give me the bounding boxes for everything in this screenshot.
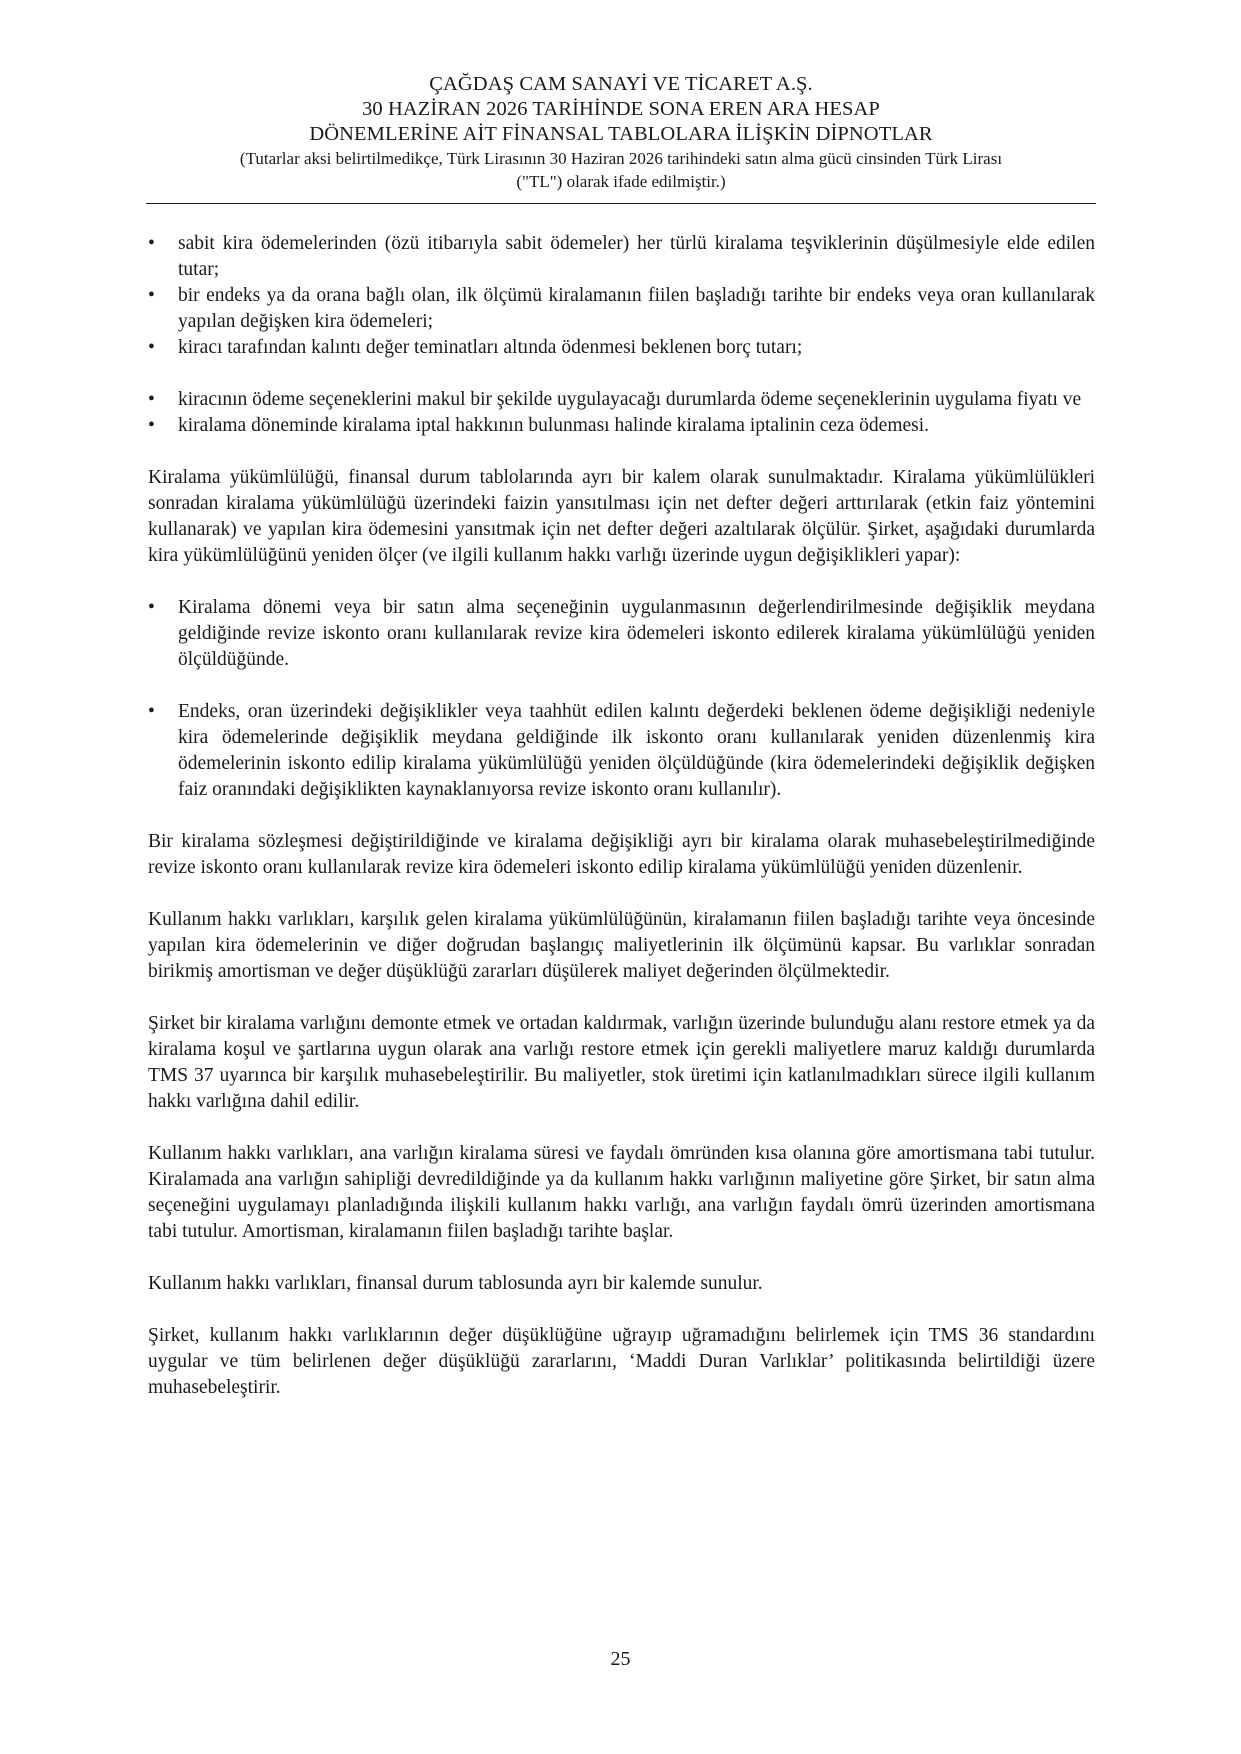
company-name: ÇAĞDAŞ CAM SANAYİ VE TİCARET A.Ş. — [429, 73, 813, 95]
bullet-icon: • — [148, 415, 155, 436]
bullet-icon: • — [148, 285, 155, 306]
paragraph-depreciation: Kullanım hakkı varlıkları, ana varlığın kiralama süresi ve faydalı ömründen kısa olanına göre amortismana tabi tutulur. Kiralamada ana varlığın sahipliği devredildiğinde ya da kullanım hakkı varlığının maliyetine göre Şirket, bir satın alma seçeneğini uygulamayı planladığında ilişkili kullanım hakkı varlığı, ana varlığın faydalı ömrü üzerinden amortismana tabi tutulur. Amortisman, kiralamanın fiilen başladığı tarihte başlar. — [148, 1143, 1095, 1242]
paragraph-restoration-costs: Şirket bir kiralama varlığını demonte etmek ve ortadan kaldırmak, varlığın üzerinde bulunduğu alanı restore etmek ya da kiralama koşul ve şartlarına uygun olarak ana varlığı restore etmek için gerekli maliyetlere maruz kaldığı durumlarda TMS 37 uyarınca bir karşılık muhasebeleştirilir. Bu maliyetler, stok üretimi için katlanılmadıkları sürece ilgili kullanım hakkı varlığına dahil edilir. — [148, 1013, 1095, 1112]
paragraph-lease-liability: Kiralama yükümlülüğü, finansal durum tablolarında ayrı bir kalem olarak sunulmaktadır. Kiralama yükümlülükleri sonradan kiralama yükümlülüğü üzerindeki faizin yansıtılması için net defter değeri arttırılarak (etkin faiz yöntemini kullanarak) ve yapılan kira ödemesini yansıtmak için net defter değeri azaltılarak ölçülür. Şirket, aşağıdaki durumlarda kira yükümlülüğünü yeniden ölçer (ve ilgili kullanım hakkı varlığı üzerinde uygun değişiklikleri yapar): — [148, 467, 1095, 566]
bullet-icon: • — [148, 389, 155, 410]
list-item: • bir endeks ya da orana bağlı olan, ilk ölçümü kiralamanın fiilen başladığı tarihte bir endeks veya oran kullanılarak yapılan değişken kira ödemeleri; — [148, 285, 1095, 332]
lease-payment-list-1 — [148, 231, 1095, 361]
remeasurement-list-b — [148, 699, 1095, 803]
header-divider — [146, 203, 1096, 204]
document-body — [148, 231, 1095, 1401]
lease-payment-list-2 — [148, 387, 1095, 439]
paragraph-presentation: Kullanım hakkı varlıkları, finansal durum tablosunda ayrı bir kalemde sunulur. — [148, 1273, 763, 1294]
paragraph-lease-modification: Bir kiralama sözleşmesi değiştirildiğinde ve kiralama değişikliği ayrı bir kiralama olarak muhasebeleştirilmediğinde revize iskonto oranı kullanılarak revize kira ödemeleri iskonto edilip kiralama yükümlülüğü yeniden düzenlenir. — [148, 831, 1095, 878]
list-item: • kiralama döneminde kiralama iptal hakkının bulunması halinde kiralama iptalinin ceza ödemesi. — [148, 413, 1095, 439]
list-item: • kiracı tarafından kalıntı değer teminatları altında ödenmesi beklenen borç tutarı; — [148, 335, 1095, 361]
paragraph-right-of-use-assets: Kullanım hakkı varlıkları, karşılık gelen kiralama yükümlülüğünün, kiralamanın fiilen başladığı tarihte veya öncesinde yapılan kira ödemelerinin ve diğer doğrudan başlangıç maliyetlerinin ilk ölçümünü kapsar. Bu varlıklar sonradan birikmiş amortisman ve değer düşüklüğü zararları düşülerek maliyet değerinden ölçülmektedir. — [148, 909, 1095, 982]
list-item: • sabit kira ödemelerinden (özü itibarıyla sabit ödemeler) her türlü kiralama teşviklerinin düşülmesiyle elde edilen tutar; — [148, 233, 1095, 280]
remeasurement-list-a — [148, 595, 1095, 673]
bullet-icon: • — [148, 701, 155, 722]
page-header — [146, 72, 1096, 193]
currency-note-line2: ("TL") olarak ifade edilmiştir.) — [516, 172, 726, 191]
currency-note-line1: (Tutarlar aksi belirtilmedikçe, Türk Lirasının 30 Haziran 2026 tarihindeki satın alma gücü cinsinden Türk Lirası — [239, 149, 1003, 168]
list-item: • kiracının ödeme seçeneklerini makul bir şekilde uygulayacağı durumlarda ödeme seçeneklerinin uygulama fiyatı ve — [148, 387, 1095, 413]
document-title: DÖNEMLERİNE AİT FİNANSAL TABLOLARA İLİŞKİN DİPNOTLAR — [309, 123, 933, 145]
bullet-icon: • — [148, 233, 155, 254]
list-item: • Endeks, oran üzerindeki değişiklikler veya taahhüt edilen kalıntı değerdeki beklenen ödeme değişikliği nedeniyle kira ödemelerinde değişiklik meydana geldiğinde ilk iskonto oranı kullanılarak yeniden düzenlenmiş kira ödemelerinin iskonto edilip kiralama yükümlülüğü yeniden ölçüldüğünde (kira ödemelerindeki değişiklik değişken faiz oranındaki değişiklikten kaynaklanıyorsa revize iskonto oranı kullanılır). — [148, 701, 1095, 800]
page-number: 25 — [610, 1648, 631, 1670]
paragraph-impairment: Şirket, kullanım hakkı varlıklarının değer düşüklüğüne uğrayıp uğramadığını belirlemek için TMS 36 standardını uygular ve tüm belirlenen değer düşüklüğü zararlarını, ‘Maddi Duran Varlıklar’ politikasında belirtildiği üzere muhasebeleştirir. — [148, 1325, 1095, 1398]
period-title: 30 HAZİRAN 2026 TARİHİNDE SONA EREN ARA HESAP — [362, 98, 880, 120]
list-item: • Kiralama dönemi veya bir satın alma seçeneğinin uygulanmasının değerlendirilmesinde değişiklik meydana geldiğinde revize iskonto oranı kullanılarak revize kira ödemeleri iskonto edilerek kiralama yükümlülüğü yeniden ölçüldüğünde. — [148, 597, 1095, 670]
bullet-icon: • — [148, 597, 155, 618]
bullet-icon: • — [148, 337, 155, 358]
